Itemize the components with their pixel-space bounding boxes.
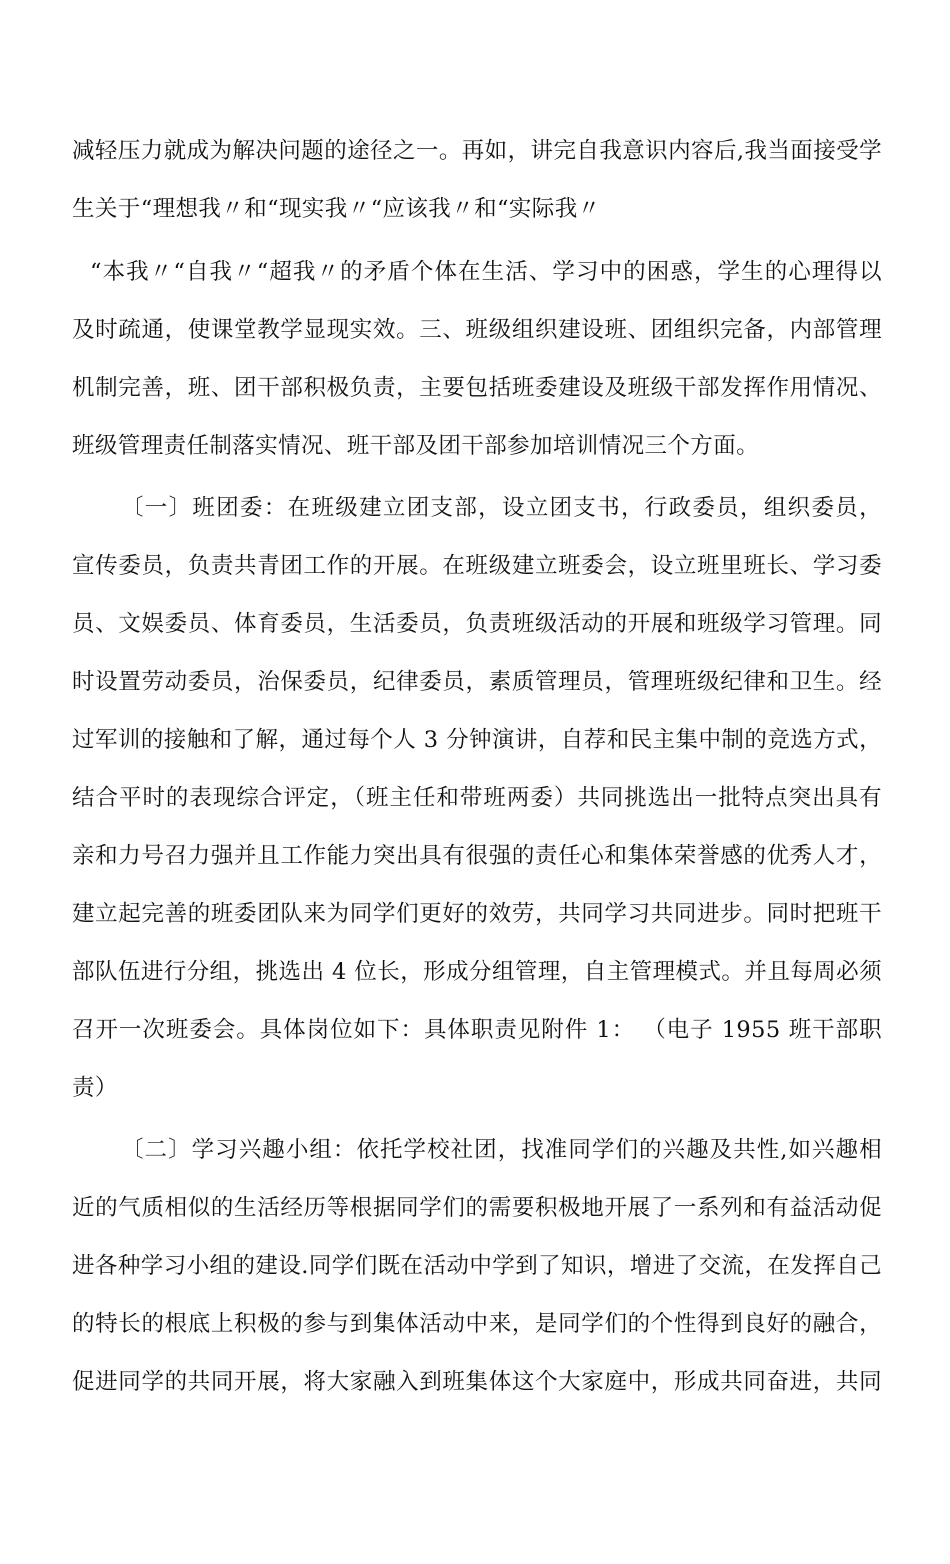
text-line-15: 部队伍进行分组，挑选出 4 位长，形成分组管理，自主管理模式。并且每周必须 bbox=[72, 959, 882, 985]
text-line-16: 召开一次班委会。具体岗位如下：具体职责见附件 1： （电子 1955 班干部职 bbox=[72, 1017, 882, 1043]
paragraph-2-first-line: 〔二〕学习兴趣小组：依托学校社团，找准同学们的兴趣及共性,如兴趣相 bbox=[121, 1137, 882, 1163]
text-line-10: 时设置劳动委员，治保委员，纪律委员，素质管理员，管理班级纪律和卫生。经 bbox=[72, 669, 882, 695]
text-line-5: 机制完善，班、团干部积极负责，主要包括班委建设及班级干部发挥作用情况、 bbox=[72, 375, 882, 401]
text-line-6: 班级管理责任制落实情况、班干部及团干部参加培训情况三个方面。 bbox=[72, 433, 760, 459]
text-line-17: 责） bbox=[72, 1075, 118, 1101]
text-line-12: 结合平时的表现综合评定，（班主任和带班两委）共同挑选出一批特点突出具有 bbox=[72, 785, 882, 811]
text-line-8: 宣传委员，负责共青团工作的开展。在班级建立班委会，设立班里班长、学习委 bbox=[72, 553, 882, 579]
text-line-11: 过军训的接触和了解，通过每个人 3 分钟演讲，自荐和民主集中制的竞选方式， bbox=[72, 727, 882, 753]
text-line-22: 促进同学的共同开展，将大家融入到班集体这个大家庭中，形成共同奋进，共同 bbox=[72, 1369, 882, 1395]
text-line-13: 亲和力号召力强并且工作能力突出具有很强的责任心和集体荣誉感的优秀人才， bbox=[72, 843, 882, 869]
text-line-1: 减轻压力就成为解决问题的途径之一。再如，讲完自我意识内容后,我当面接受学 bbox=[72, 138, 882, 164]
text-line-19: 近的气质相似的生活经历等根据同学们的需要积极地开展了一系列和有益活动促 bbox=[72, 1195, 882, 1221]
text-line-21: 的特长的根底上积极的参与到集体活动中来，是同学们的个性得到良好的融合， bbox=[72, 1311, 882, 1337]
paragraph-1-first-line: 〔一〕班团委：在班级建立团支部，设立团支书，行政委员，组织委员， bbox=[121, 495, 882, 521]
text-line-2: 生关于“理想我〃和“现实我〃“应该我〃和“实际我〃 bbox=[72, 196, 601, 222]
text-line-14: 建立起完善的班委团队来为同学们更好的效劳，共同学习共同进步。同时把班干 bbox=[72, 901, 882, 927]
text-line-20: 进各种学习小组的建设.同学们既在活动中学到了知识，增进了交流，在发挥自己 bbox=[72, 1253, 882, 1279]
text-line-9: 员、文娱委员、体育委员，生活委员，负责班级活动的开展和班级学习管理。同 bbox=[72, 611, 882, 637]
text-line-4: 及时疏通，使课堂教学显现实效。三、班级组织建设班、团组织完备，内部管理 bbox=[72, 317, 882, 343]
text-line-3: “本我〃“自我〃“超我〃的矛盾个体在生活、学习中的困惑，学生的心理得以 bbox=[90, 259, 882, 285]
